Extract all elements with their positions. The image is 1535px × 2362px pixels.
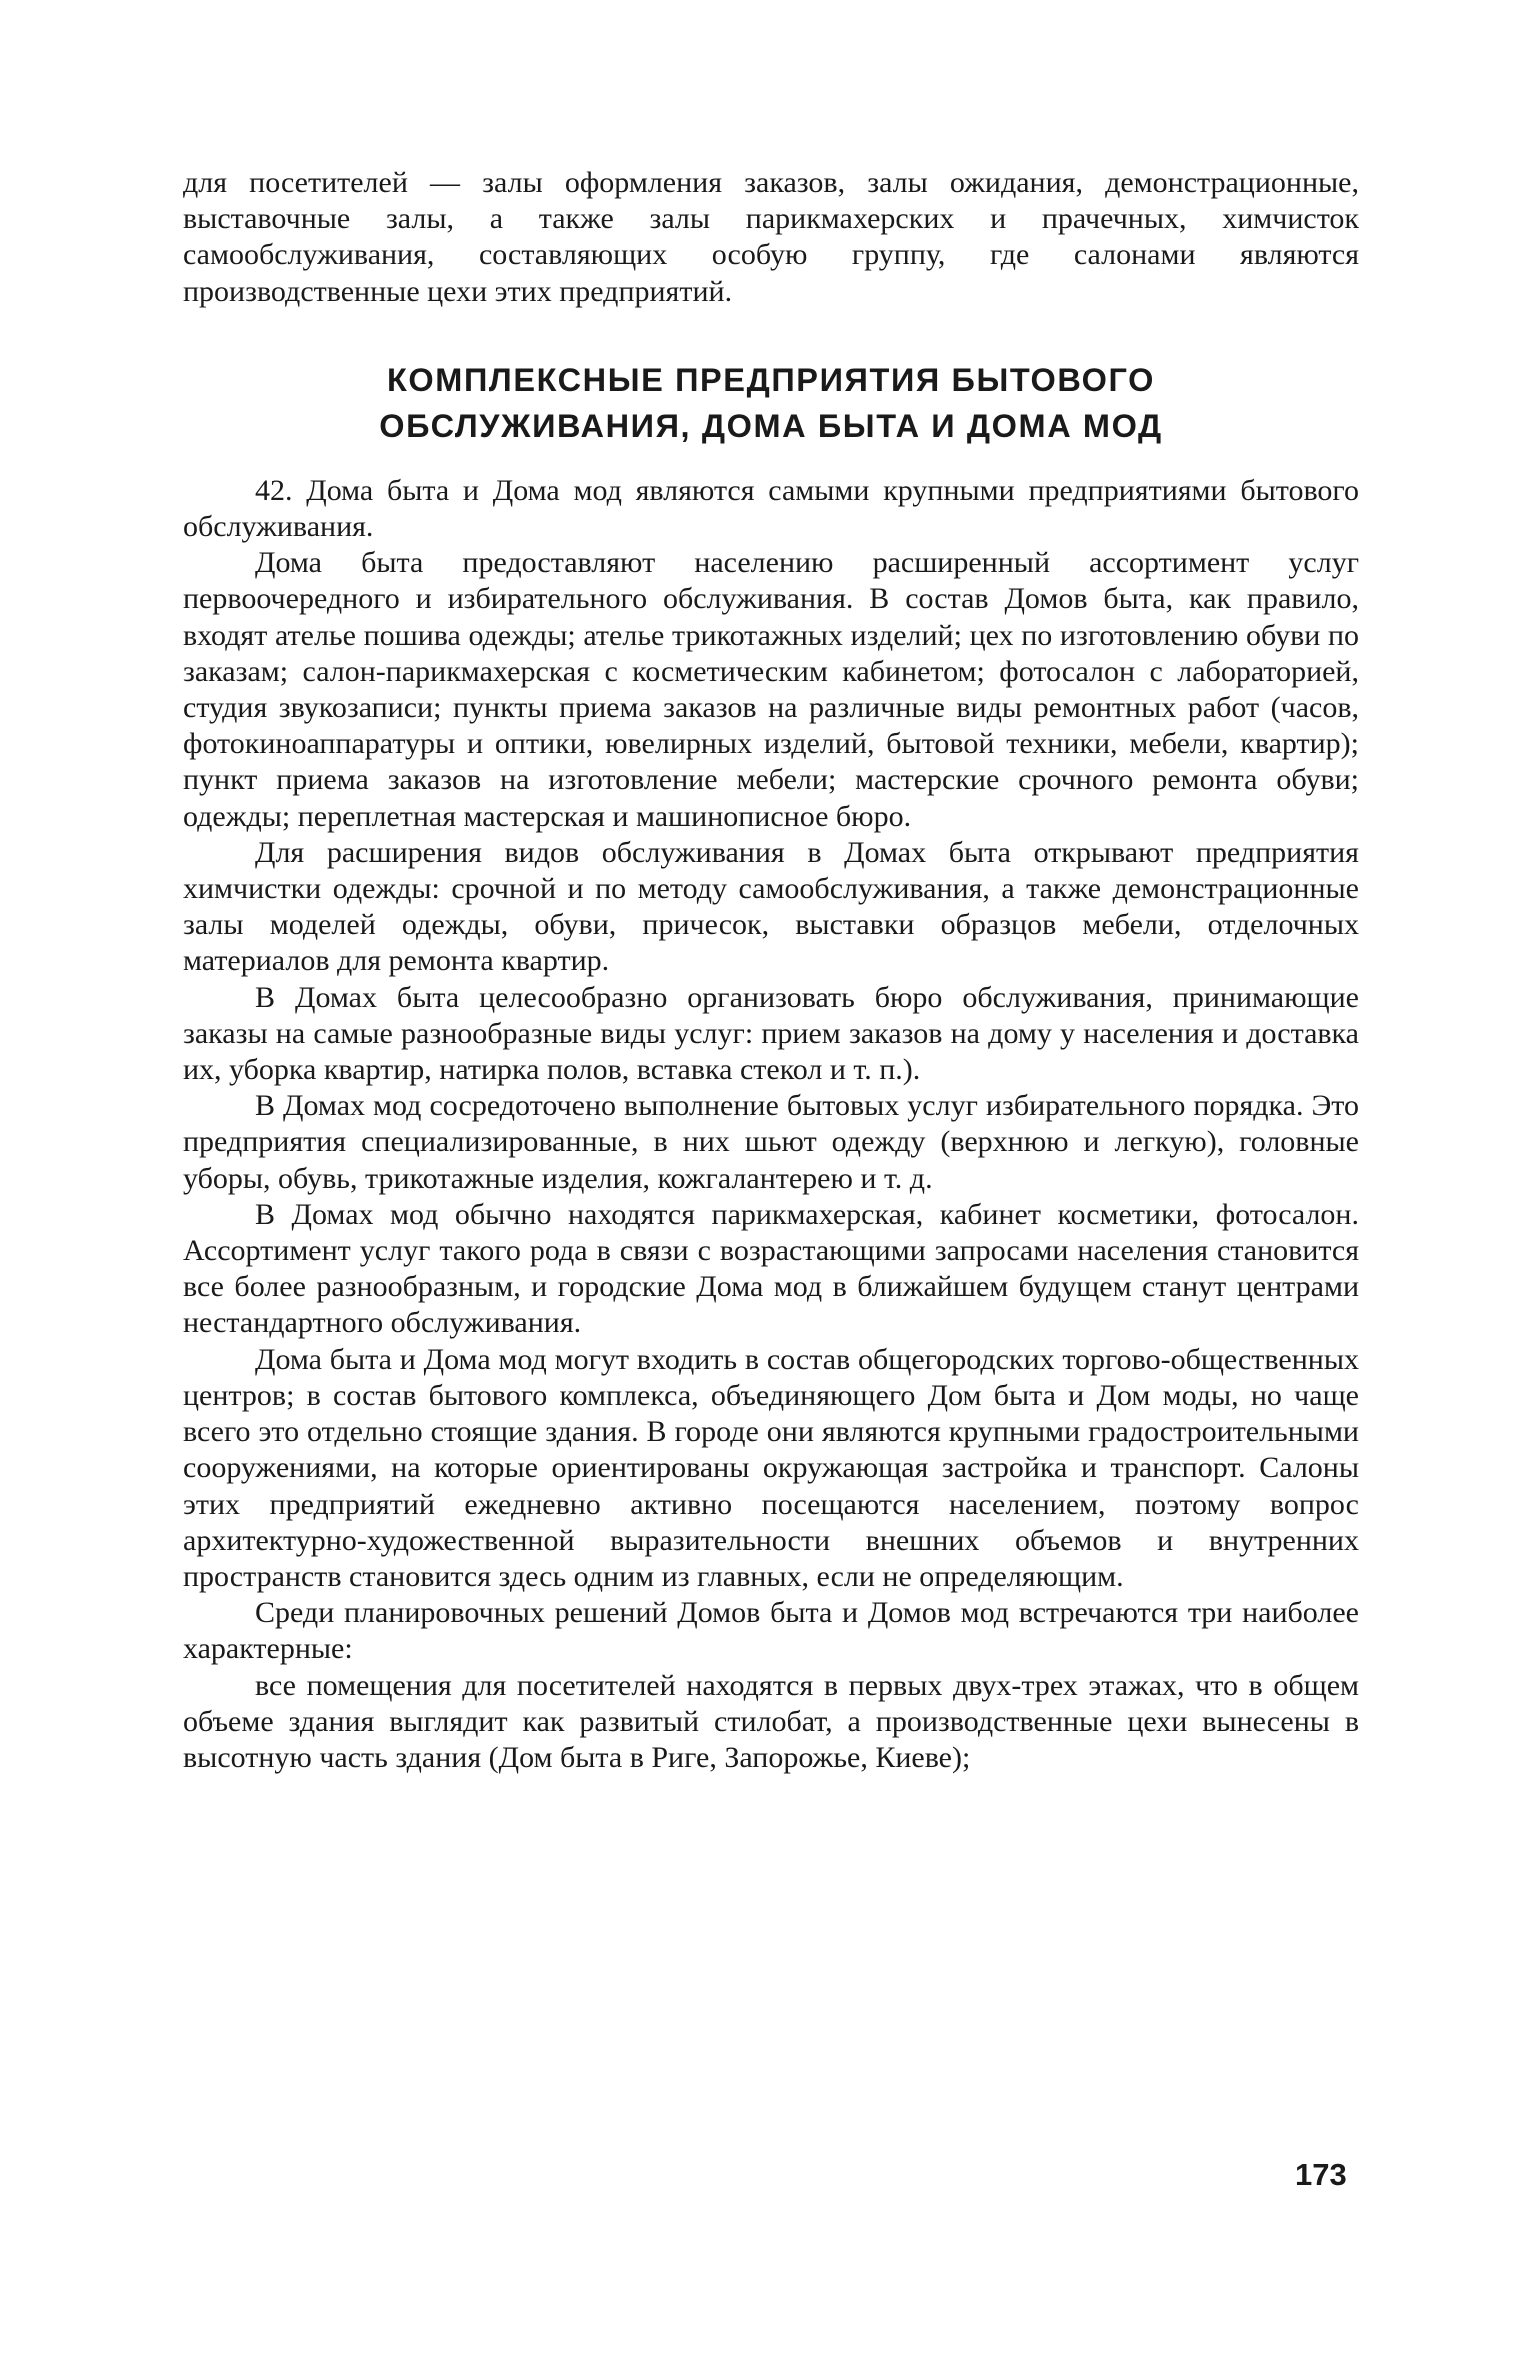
paragraph-urban-role: Дома быта и Дома мод могут входить в состав общегородских торгово-общественных центров; в состав бытового комплекса, объединяющего Дом быта и Дом моды, но чаще всего это отдельно стоящие здания. В городе они являются крупными градостроительными сооружениями, на которые ориентированы окружающая застройка и транспорт. Салоны этих предприятий ежедневно активно посещаются населением, поэтому вопрос архитектурно-художественной выразительности внешних объемов и внутренних пространств становится здесь одним из главных, если не определяющим. bbox=[183, 1342, 1359, 1593]
book-page bbox=[183, 165, 1359, 1776]
paragraph-doma-byta-services: Дома быта предоставляют населению расширенный ассортимент услуг первоочередного и избирательного обслуживания. В состав Домов быта, как правило, входят ателье пошива одежды; ателье трикотажных изделий; цех по изготовлению обуви по заказам; салон-парикмахерская с косметическим кабинетом; фотосалон с лабораторией, студия звукозаписи; пункты приема заказов на различные виды ремонтных работ (часов, фотокиноаппаратуры и оптики, ювелирных изделий, бытовой техники, мебели, квартир); пункт приема заказов на изготовление мебели; мастерские срочного ремонта обуви; одежды; переплетная мастерская и машинописное бюро. bbox=[183, 546, 1359, 833]
paragraph-service-bureau: В Домах быта целесообразно организовать бюро обслуживания, принимающие заказы на самые разнообразные виды услуг: прием заказов на дому у населения и доставка их, уборка квартир, натирка полов, вставка стекол и т. п.). bbox=[183, 980, 1359, 1087]
section-heading-line-1: КОМПЛЕКСНЫЕ ПРЕДПРИЯТИЯ БЫТОВОГО bbox=[386, 361, 1156, 398]
paragraph-planning-solutions: Среди планировочных решений Домов быта и Домов мод встречаются три наиболее характерные: bbox=[183, 1596, 1359, 1666]
paragraph-service-expansion: Для расширения видов обслуживания в Домах быта открывают предприятия химчистки одежды: срочной и по методу самообслуживания, а также демонстрационные залы моделей одежды, обуви, причесок, выставки образцов мебели, отделочных материалов для ремонта квартир. bbox=[183, 835, 1359, 978]
section-heading bbox=[183, 357, 1359, 449]
paragraph-doma-mod-services: В Домах мод обычно находятся парикмахерская, кабинет косметики, фотосалон. Ассортимент услуг такого рода в связи с возрастающими запросами населения становится все более разнообразным, и городские Дома мод в ближайшем будущем станут центрами нестандартного обслуживания. bbox=[183, 1197, 1359, 1340]
section-heading-line-2: ОБСЛУЖИВАНИЯ, ДОМА БЫТА И ДОМА МОД bbox=[379, 407, 1163, 444]
paragraph-42-intro: 42. Дома быта и Дома мод являются самыми крупными предприятиями бытового обслуживания. bbox=[183, 473, 1359, 544]
page-number: 173 bbox=[1295, 2157, 1347, 2192]
intro-paragraph: для посетителей — залы оформления заказов, залы ожидания, демонстрационные, выставочные залы, а также залы парикмахерских и прачечных, химчисток самообслуживания, составляющих особую группу, где салонами являются производственные цехи этих предприятий. bbox=[183, 166, 1359, 308]
paragraph-stylobate-layout: все помещения для посетителей находятся в первых двух-трех этажах, что в общем объеме здания выглядит как развитый стилобат, а производственные цехи вынесены в высотную часть здания (Дом быта в Риге, Запорожье, Киеве); bbox=[183, 1668, 1359, 1774]
paragraph-doma-mod: В Домах мод сосредоточено выполнение бытовых услуг избирательного порядка. Это предприятия специализированные, в них шьют одежду (верхнюю и легкую), головные уборы, обувь, трикотажные изделия, кожгалантерею и т. д. bbox=[183, 1089, 1359, 1195]
